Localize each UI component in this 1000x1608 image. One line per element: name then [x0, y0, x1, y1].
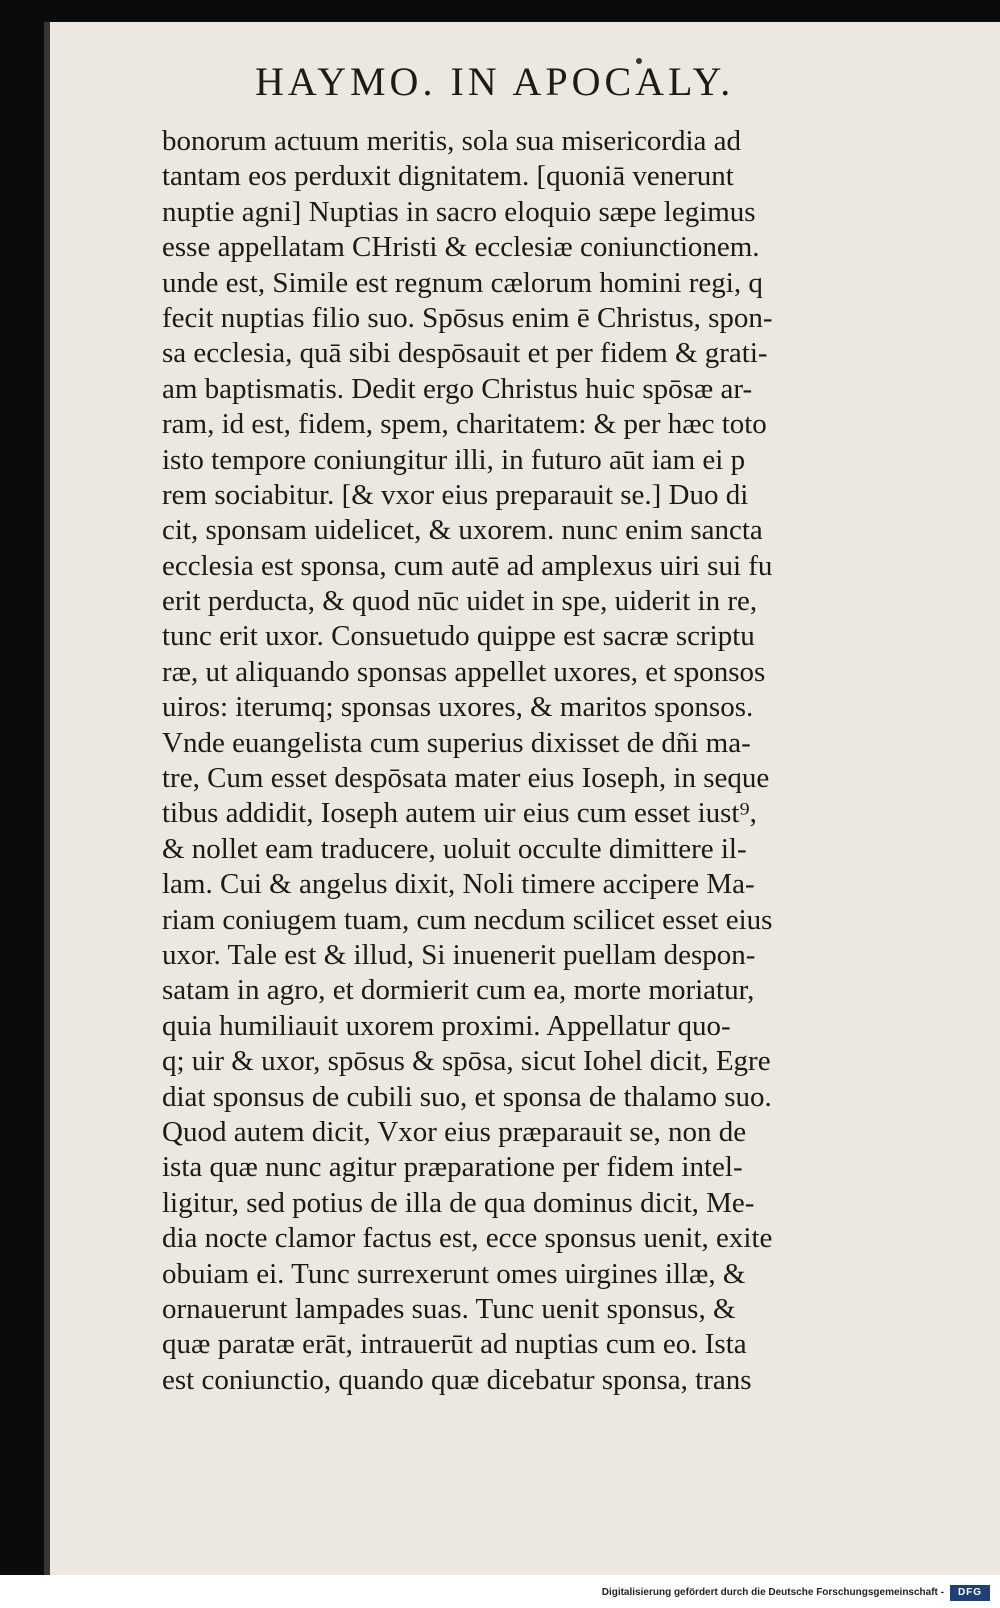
- text-line: dia nocte clamor factus est, ecce sponsus uenit, exite: [162, 1222, 773, 1255]
- text-line: ista quæ nunc agitur præparatione per fidem intel-: [162, 1151, 743, 1184]
- text-line: est coniunctio, quando quæ dicebatur sponsa, trans: [162, 1363, 752, 1396]
- text-line: nuptie agni] Nuptias in sacro eloquio sæpe legimus: [162, 195, 756, 228]
- text-line: cit, sponsam uidelicet, & uxorem. nunc enim sancta: [162, 514, 763, 547]
- text-line: am baptismatis. Dedit ergo Christus huic spōsæ ar-: [162, 372, 753, 405]
- text-line: q; uir & uxor, spōsus & spōsa, sicut Iohel dicit, Egre: [162, 1045, 771, 1078]
- text-line: ornauerunt lampades suas. Tunc uenit sponsus, &: [162, 1292, 736, 1325]
- text-line: tantam eos perduxit dignitatem. [quoniā venerunt: [162, 160, 734, 193]
- body-text: [162, 124, 922, 1398]
- text-line: unde est, Simile est regnum cælorum homini regi, q: [162, 266, 763, 299]
- text-line: ligitur, sed potius de illa de qua dominus dicit, Me-: [162, 1186, 755, 1219]
- text-line: riam coniugem tuam, cum necdum scilicet esset eius: [162, 903, 773, 936]
- text-line: Vnde euangelista cum superius dixisset de dñi ma-: [162, 726, 751, 759]
- text-line: & nollet eam traducere, uoluit occulte dimittere il-: [162, 832, 747, 865]
- text-line: quæ paratæ erāt, intrauerūt ad nuptias cum eo. Ista: [162, 1328, 747, 1361]
- text-line: tunc erit uxor. Consuetudo quippe est sacræ scriptu: [162, 620, 755, 653]
- text-line: uxor. Tale est & illud, Si inuenerit puellam despon-: [162, 938, 756, 971]
- text-line: isto tempore coniungitur illi, in futuro aūt iam ei p: [162, 443, 746, 476]
- text-line: tre, Cum esset despōsata mater eius Ioseph, in seque: [162, 762, 770, 795]
- text-line: quia humiliauit uxorem proximi. Appellatur quo-: [162, 1009, 731, 1042]
- text-line: bonorum actuum meritis, sola sua misericordia ad: [162, 125, 742, 157]
- text-line: sa ecclesia, quā sibi despōsauit et per fidem & grati-: [162, 337, 768, 370]
- text-line: obuiam ei. Tunc surrexerunt omes uirgines illæ, &: [162, 1257, 746, 1290]
- funding-credit: Digitalisierung gefördert durch die Deutsche Forschungsgemeinschaft -: [601, 1587, 944, 1598]
- text-line: tibus addidit, Ioseph autem uir eius cum esset iust⁹,: [162, 797, 757, 830]
- footer-bar: [0, 1575, 1000, 1608]
- text-line: esse appellatam CHristi & ecclesiæ coniunctionem.: [162, 231, 760, 264]
- text-line: rem sociabitur. [& vxor eius preparauit se.] Duo di: [162, 478, 749, 511]
- text-line: ræ, ut aliquando sponsas appellet uxores, et sponsos: [162, 655, 766, 688]
- text-line: Quod autem dicit, Vxor eius præparauit se, non de: [162, 1115, 747, 1148]
- dfg-logo-icon: DFG: [950, 1585, 990, 1601]
- text-line: ecclesia est sponsa, cum autē ad amplexus uiri sui fu: [162, 549, 773, 582]
- text-line: erit perducta, & quod nūc uidet in spe, uiderit in re,: [162, 585, 758, 618]
- running-head: HAYMO. IN APOCALY.: [255, 59, 735, 104]
- text-line: fecit nuptias filio suo. Spōsus enim ē Christus, spon-: [162, 301, 773, 334]
- text-line: satam in agro, et dormierit cum ea, morte moriatur,: [162, 974, 755, 1007]
- text-line: diat sponsus de cubili suo, et sponsa de thalamo suo.: [162, 1080, 772, 1113]
- text-line: uiros: iterumq; sponsas uxores, & maritos sponsos.: [162, 691, 754, 724]
- text-line: lam. Cui & angelus dixit, Noli timere accipere Ma-: [162, 868, 755, 901]
- text-line: ram, id est, fidem, spem, charitatem: & per hæc toto: [162, 408, 767, 441]
